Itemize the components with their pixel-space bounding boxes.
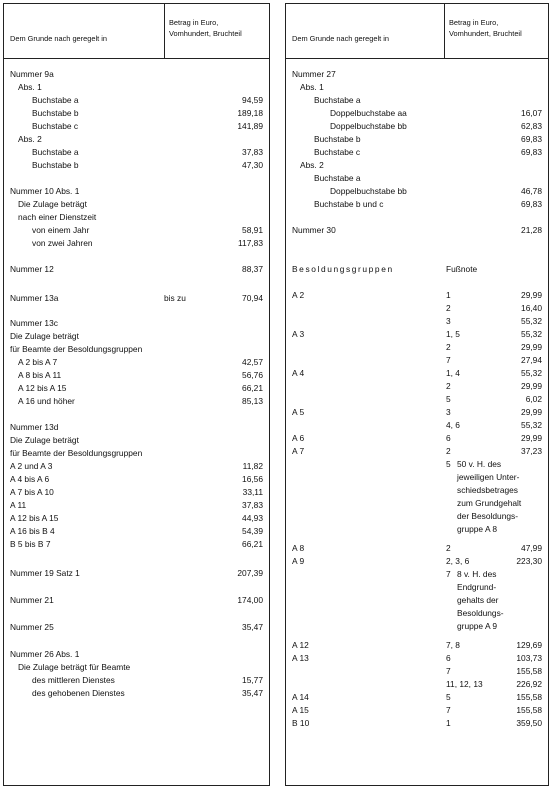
- row-value: 58,91: [242, 225, 263, 235]
- row-label: A 7: [292, 446, 305, 456]
- footnote-text: Endgrund-: [457, 582, 497, 592]
- row-value: 16,07: [521, 108, 542, 118]
- table-row: [286, 510, 548, 523]
- table-row: [286, 107, 548, 120]
- table-row: [286, 691, 548, 704]
- footnote-ref: 7: [446, 666, 451, 676]
- row-value: 29,99: [521, 381, 542, 391]
- table-row: [4, 159, 269, 172]
- row-label: Buchstabe c: [32, 121, 79, 131]
- row-label: A 2 bis A 7: [18, 357, 58, 367]
- row-label: A 12 bis A 15: [10, 513, 59, 523]
- table-row: [286, 68, 548, 81]
- row-value: 46,78: [521, 186, 542, 196]
- row-value: 6,02: [525, 394, 542, 404]
- table-row: [286, 471, 548, 484]
- table-row: [286, 120, 548, 133]
- row-label: Doppelbuchstabe bb: [330, 121, 407, 131]
- table-row: [286, 224, 548, 237]
- row-label: Nummer 26 Abs. 1: [10, 649, 80, 659]
- table-row: [286, 458, 548, 471]
- row-label: Buchstabe a: [32, 95, 79, 105]
- footnote-ref: Fußnote: [446, 264, 478, 274]
- row-label: A 3: [292, 329, 305, 339]
- row-label: A 4: [292, 368, 305, 378]
- left-table: [3, 3, 270, 786]
- footnote-ref: 2: [446, 446, 451, 456]
- row-label: A 12: [292, 640, 309, 650]
- row-value: 69,83: [521, 199, 542, 209]
- row-value: 16,56: [242, 474, 263, 484]
- footnote-text: gruppe A 9: [457, 621, 498, 631]
- table-row: [4, 133, 269, 146]
- table-row: [286, 704, 548, 717]
- row-value: 29,99: [521, 290, 542, 300]
- footnote-ref: 2: [446, 543, 451, 553]
- header-divider: [444, 4, 445, 58]
- table-row: [4, 185, 269, 198]
- table-row: [286, 445, 548, 458]
- footnote-ref: 6: [446, 653, 451, 663]
- table-row: [4, 460, 269, 473]
- row-label: Buchstabe a: [32, 147, 79, 157]
- table-row: [4, 499, 269, 512]
- table-row: [286, 678, 548, 691]
- footnote-text: 50 v. H. des: [457, 459, 502, 469]
- row-label: A 12 bis A 15: [18, 383, 67, 393]
- footnote-ref: 7: [446, 705, 451, 715]
- footnote-ref: 6: [446, 433, 451, 443]
- table-row: [4, 661, 269, 674]
- table-row: [286, 568, 548, 581]
- right-table: [285, 3, 549, 786]
- row-value: 141,89: [237, 121, 263, 131]
- footnote-text: Besoldungs-: [457, 608, 504, 618]
- table-row: [4, 512, 269, 525]
- row-label: Abs. 1: [300, 82, 324, 92]
- row-value: 29,99: [521, 433, 542, 443]
- table-row: [4, 330, 269, 343]
- table-row: [286, 607, 548, 620]
- row-value: 226,92: [516, 679, 542, 689]
- row-label: Abs. 2: [300, 160, 324, 170]
- row-label: Nummer 30: [292, 225, 336, 235]
- row-value: 117,83: [238, 238, 263, 248]
- row-value: 47,99: [521, 543, 542, 553]
- row-label: A 4 bis A 6: [10, 474, 50, 484]
- table-row: [286, 328, 548, 341]
- row-label: A 11: [10, 500, 27, 510]
- table-row: [4, 594, 269, 607]
- row-label: Die Zulage beträgt: [10, 331, 79, 341]
- footnote-text: gehalts der: [457, 595, 499, 605]
- row-label: A 16 und höher: [18, 396, 75, 406]
- row-value: 37,83: [242, 500, 263, 510]
- row-label: A 8: [292, 543, 305, 553]
- row-qualifier: bis zu: [164, 293, 186, 303]
- table-row: [4, 538, 269, 551]
- table-row: [4, 224, 269, 237]
- row-value: 35,47: [242, 622, 263, 632]
- table-row: [286, 717, 548, 730]
- row-value: 155,58: [516, 705, 542, 715]
- table-row: [286, 393, 548, 406]
- row-value: 207,39: [237, 568, 263, 578]
- footnote-ref: 11, 12, 13: [446, 679, 483, 689]
- table-row: [4, 687, 269, 700]
- row-label: von einem Jahr: [32, 225, 90, 235]
- table-row: [286, 172, 548, 185]
- table-row: [4, 674, 269, 687]
- row-value: 15,77: [242, 675, 263, 685]
- header-column-reference: Dem Grunde nach geregelt in: [292, 34, 389, 43]
- row-value: 44,93: [242, 513, 263, 523]
- table-row: [286, 185, 548, 198]
- row-value: 21,28: [521, 225, 542, 235]
- row-label: des gehobenen Dienstes: [32, 688, 125, 698]
- table-row: [286, 555, 548, 568]
- table-row: [4, 120, 269, 133]
- footnote-ref: 2, 3, 6: [446, 556, 470, 566]
- table-row: [4, 292, 269, 305]
- row-label: Nummer 9a: [10, 69, 54, 79]
- header-rule: [4, 58, 269, 59]
- table-row: [4, 421, 269, 434]
- row-label: Die Zulage beträgt: [18, 199, 87, 209]
- footnote-ref: 3: [446, 407, 451, 417]
- footnote-ref: 5: [446, 692, 451, 702]
- row-label: Doppelbuchstabe aa: [330, 108, 407, 118]
- table-row: [4, 237, 269, 250]
- row-value: 66,21: [242, 539, 263, 549]
- table-row: [4, 447, 269, 460]
- row-value: 155,58: [516, 666, 542, 676]
- table-row: [286, 639, 548, 652]
- row-label: Nummer 13d: [10, 422, 59, 432]
- footnote-ref: 2: [446, 342, 451, 352]
- table-row: [286, 81, 548, 94]
- row-label: für Beamte der Besoldungsgruppen: [10, 448, 143, 458]
- row-label: A 2: [292, 290, 305, 300]
- table-row: [286, 198, 548, 211]
- row-label: Abs. 2: [18, 134, 42, 144]
- table-row: [286, 133, 548, 146]
- row-label: A 6: [292, 433, 305, 443]
- footnote-text: gruppe A 8: [457, 524, 498, 534]
- row-label: Abs. 1: [18, 82, 42, 92]
- footnote-ref: 1, 5: [446, 329, 460, 339]
- table-row: [4, 94, 269, 107]
- table-row: [4, 146, 269, 159]
- table-row: [4, 567, 269, 580]
- row-label: Nummer 27: [292, 69, 336, 79]
- footnote-ref: 5: [446, 394, 451, 404]
- row-value: 62,83: [521, 121, 542, 131]
- footnote-ref: 1: [446, 290, 451, 300]
- row-value: 174,00: [237, 595, 263, 605]
- footnote-ref: 7: [446, 355, 451, 365]
- row-label: für Beamte der Besoldungsgruppen: [10, 344, 143, 354]
- row-label: A 13: [292, 653, 309, 663]
- row-value: 37,83: [242, 147, 263, 157]
- row-label: A 14: [292, 692, 309, 702]
- footnote-text: jeweiligen Unter-: [457, 472, 520, 482]
- header-column-amount: Betrag in Euro, Vomhundert, Bruchteil: [449, 18, 522, 38]
- row-label: Nummer 21: [10, 595, 54, 605]
- row-value: 35,47: [242, 688, 263, 698]
- table-row: [286, 263, 548, 276]
- table-row: [286, 665, 548, 678]
- row-label: Besoldungsgruppen: [292, 264, 394, 274]
- row-label: nach einer Dienstzeit: [18, 212, 97, 222]
- row-value: 129,69: [516, 640, 542, 650]
- row-label: A 5: [292, 407, 305, 417]
- row-value: 55,32: [521, 420, 542, 430]
- row-value: 359,50: [516, 718, 542, 728]
- footnote-ref: 5: [446, 459, 451, 469]
- table-row: [286, 94, 548, 107]
- table-row: [286, 341, 548, 354]
- footnote-ref: 1: [446, 718, 451, 728]
- row-value: 155,58: [516, 692, 542, 702]
- row-value: 55,32: [521, 368, 542, 378]
- table-row: [4, 382, 269, 395]
- row-label: B 10: [292, 718, 310, 728]
- row-value: 55,32: [521, 316, 542, 326]
- table-row: [4, 621, 269, 634]
- table-row: [286, 159, 548, 172]
- row-label: Buchstabe b und c: [314, 199, 384, 209]
- table-row: [286, 146, 548, 159]
- footnote-text: der Besoldungs-: [457, 511, 518, 521]
- row-value: 37,23: [521, 446, 542, 456]
- row-value: 189,18: [237, 108, 263, 118]
- row-value: 103,73: [516, 653, 542, 663]
- row-value: 70,94: [242, 293, 263, 303]
- table-row: [286, 594, 548, 607]
- table-row: [4, 343, 269, 356]
- table-row: [4, 317, 269, 330]
- table-row: [286, 289, 548, 302]
- row-label: Nummer 13c: [10, 318, 58, 328]
- footnote-ref: 1, 4: [446, 368, 460, 378]
- row-value: 29,99: [521, 342, 542, 352]
- row-value: 27,94: [521, 355, 542, 365]
- footnote-ref: 7, 8: [446, 640, 460, 650]
- table-row: [4, 68, 269, 81]
- table-row: [286, 380, 548, 393]
- row-label: A 16 bis B 4: [10, 526, 55, 536]
- table-row: [286, 315, 548, 328]
- table-row: [286, 419, 548, 432]
- row-label: Buchstabe b: [32, 108, 79, 118]
- row-label: Nummer 19 Satz 1: [10, 568, 80, 578]
- row-label: B 5 bis B 7: [10, 539, 51, 549]
- row-value: 11,82: [242, 461, 263, 471]
- footnote-ref: 4, 6: [446, 420, 460, 430]
- header-column-amount: Betrag in Euro, Vomhundert, Bruchteil: [169, 18, 242, 38]
- row-value: 47,30: [242, 160, 263, 170]
- row-label: Nummer 13a: [10, 293, 59, 303]
- table-row: [286, 652, 548, 665]
- row-label: Buchstabe a: [314, 95, 361, 105]
- table-row: [4, 473, 269, 486]
- row-value: 29,99: [521, 407, 542, 417]
- table-row: [4, 369, 269, 382]
- row-label: des mittleren Dienstes: [32, 675, 115, 685]
- row-label: Nummer 12: [10, 264, 54, 274]
- table-row: [4, 211, 269, 224]
- table-row: [4, 198, 269, 211]
- table-row: [4, 81, 269, 94]
- table-row: [286, 484, 548, 497]
- table-row: [4, 648, 269, 661]
- row-label: Nummer 10 Abs. 1: [10, 186, 80, 196]
- row-value: 55,32: [521, 329, 542, 339]
- row-label: A 2 und A 3: [10, 461, 53, 471]
- table-row: [286, 620, 548, 633]
- table-row: [286, 523, 548, 536]
- row-label: A 7 bis A 10: [10, 487, 54, 497]
- header-divider: [164, 4, 165, 58]
- footnote-ref: 3: [446, 316, 451, 326]
- row-value: 54,39: [242, 526, 263, 536]
- table-row: [4, 107, 269, 120]
- row-label: Die Zulage beträgt: [10, 435, 79, 445]
- row-value: 66,21: [242, 383, 263, 393]
- table-row: [4, 263, 269, 276]
- row-label: Doppelbuchstabe bb: [330, 186, 407, 196]
- footnote-ref: 2: [446, 381, 451, 391]
- table-row: [4, 395, 269, 408]
- row-value: 42,57: [242, 357, 263, 367]
- row-value: 69,83: [521, 147, 542, 157]
- footnote-text: 8 v. H. des: [457, 569, 497, 579]
- footnote-ref: 7: [446, 569, 451, 579]
- row-value: 88,37: [242, 264, 263, 274]
- table-row: [286, 406, 548, 419]
- row-label: A 15: [292, 705, 309, 715]
- row-value: 16,40: [521, 303, 542, 313]
- header-column-reference: Dem Grunde nach geregelt in: [10, 34, 107, 43]
- row-value: 33,11: [242, 487, 263, 497]
- row-value: 94,59: [242, 95, 263, 105]
- footnote-text: schiedsbetrages: [457, 485, 518, 495]
- table-row: [286, 354, 548, 367]
- table-row: [286, 367, 548, 380]
- row-label: Buchstabe b: [314, 134, 361, 144]
- table-row: [4, 525, 269, 538]
- footnote-text: zum Grundgehalt: [457, 498, 522, 508]
- row-label: A 8 bis A 11: [18, 370, 62, 380]
- table-row: [286, 581, 548, 594]
- table-row: [286, 432, 548, 445]
- row-label: Buchstabe b: [32, 160, 79, 170]
- row-label: von zwei Jahren: [32, 238, 93, 248]
- header-rule: [286, 58, 548, 59]
- table-row: [4, 434, 269, 447]
- row-value: 85,13: [242, 396, 263, 406]
- table-row: [4, 486, 269, 499]
- row-label: Die Zulage beträgt für Beamte: [18, 662, 131, 672]
- table-row: [4, 356, 269, 369]
- row-value: 223,30: [516, 556, 542, 566]
- row-value: 56,76: [242, 370, 263, 380]
- table-row: [286, 302, 548, 315]
- table-row: [286, 497, 548, 510]
- footnote-ref: 2: [446, 303, 451, 313]
- row-label: Buchstabe a: [314, 173, 361, 183]
- row-label: Buchstabe c: [314, 147, 361, 157]
- row-value: 69,83: [521, 134, 542, 144]
- table-row: [286, 542, 548, 555]
- row-label: A 9: [292, 556, 305, 566]
- row-label: Nummer 25: [10, 622, 54, 632]
